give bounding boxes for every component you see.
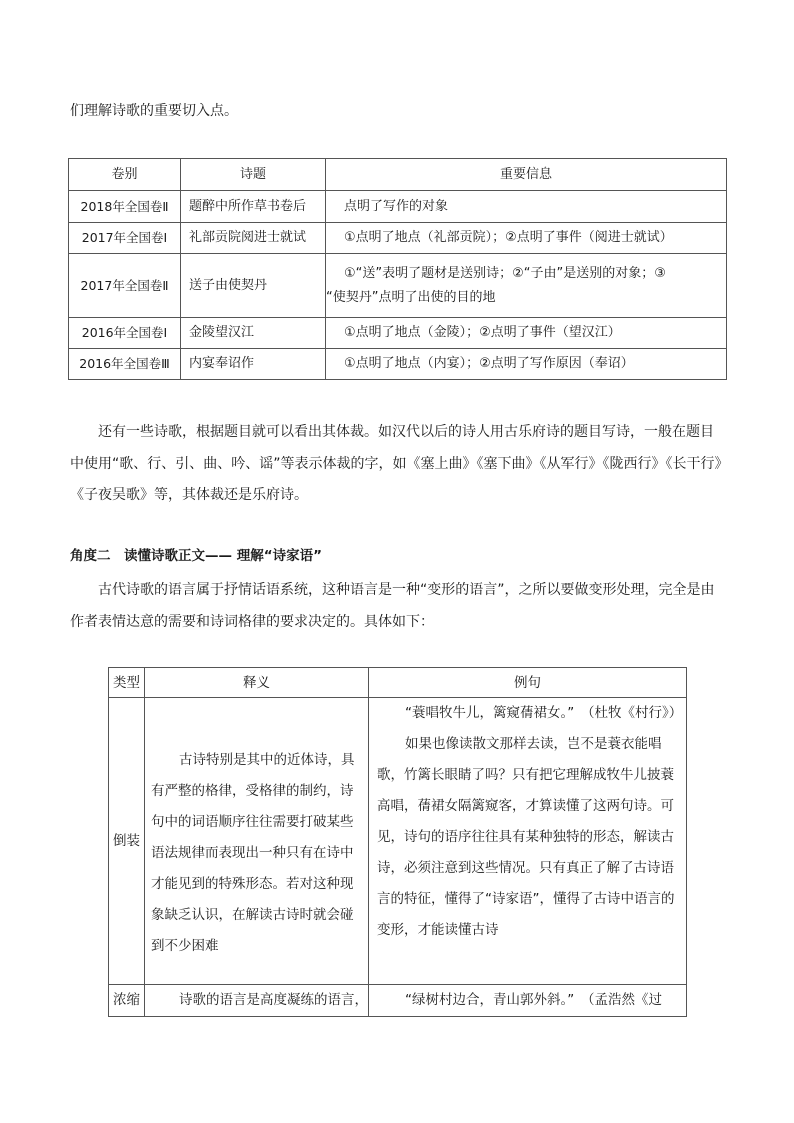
- example-quote: “绿树村边合，青山郭外斜。” （孟浩然《过: [405, 992, 662, 1008]
- cell-title: 送子由使契丹: [181, 254, 326, 318]
- cell-title: 内宴奉诏作: [181, 349, 326, 380]
- cell-title: 金陵望汉江: [181, 318, 326, 349]
- cell-info: [326, 191, 727, 223]
- header-paper: 卷别: [69, 159, 181, 191]
- cell-example: [369, 985, 687, 1017]
- table-row: [69, 223, 727, 254]
- header-title: 诗题: [181, 159, 326, 191]
- cell-definition: [145, 698, 369, 985]
- cell-type: 浓缩: [109, 985, 145, 1017]
- header-definition: 释义: [145, 668, 369, 698]
- example-analysis: 如果也像读散文那样去读，岂不是蓑衣能唱歌，竹篱长眼睛了吗？只有把它理解成牧牛儿披蓑高唱，蒨裙女隔篱窥客，才算读懂了这两句诗。可见，诗句的语序往往具有某种独特的形态，解读古诗，必须注意到这些情况。只有真正了解了古诗语言的特征，懂得了“诗家语”，懂得了古诗中语言的变形，才能读懂古诗: [377, 736, 675, 938]
- cell-title: 题醉中所作草书卷后: [181, 191, 326, 223]
- info-line: ①点明了地点（礼部贡院）；②点明了事件（阅进士就试）: [344, 230, 673, 245]
- definition-text: 诗歌的语言是高度凝练的语言，: [179, 992, 368, 1008]
- table-row: [109, 985, 687, 1017]
- cell-info: [326, 349, 727, 380]
- header-type: 类型: [109, 668, 145, 698]
- table-row: [109, 698, 687, 985]
- language-types-table: [108, 667, 687, 1017]
- cell-info: [326, 254, 727, 318]
- definition-text: 古诗特别是其中的近体诗，具有严整的格律，受格律的制约，诗句中的词语顺序往往需要打破某些语法规律而表现出一种只有在诗中才能见到的特殊形态。若对这种现象缺乏认识，在解读古诗时就会碰到不少困难: [151, 752, 355, 954]
- cell-type: 倒装: [109, 698, 145, 985]
- example-quote: “蓑唱牧牛儿，篱窥蒨裙女。” （杜牧《村行》）: [405, 705, 683, 721]
- table-row: [69, 191, 727, 223]
- paragraph-language: 古代诗歌的语言属于抒情话语系统，这种语言是一种“变形的语言”，之所以要做变形处理，完全是由作者表情达意的需要和诗词格律的要求决定的。具体如下：: [70, 582, 715, 630]
- info-line: 点明了写作的对象: [344, 198, 449, 214]
- cell-paper: 2016年全国卷Ⅰ: [69, 318, 181, 349]
- info-line: ①“送”表明了题材是送别诗；②“子由”是送别的对象；③: [344, 265, 666, 281]
- cell-example: [369, 698, 687, 985]
- cell-paper: 2018年全国卷Ⅱ: [69, 191, 181, 223]
- cell-paper: 2017年全国卷Ⅰ: [69, 223, 181, 254]
- header-example: 例句: [369, 668, 687, 698]
- cell-paper: 2017年全国卷Ⅱ: [69, 254, 181, 318]
- cell-info: [326, 223, 727, 254]
- table-header-row: [109, 668, 687, 698]
- table-header-row: [69, 159, 727, 191]
- cell-info: [326, 318, 727, 349]
- info-line: “使契丹”点明了出使的目的地: [326, 289, 496, 305]
- table-row: [69, 318, 727, 349]
- table-row: [69, 254, 727, 318]
- cell-definition: [145, 985, 369, 1017]
- paragraph-genre: 还有一些诗歌，根据题目就可以看出其体裁。如汉代以后的诗人用古乐府诗的题目写诗，一般在题目中使用“歌、行、引、曲、吟、谣”等表示体裁的字，如《塞上曲》《塞下曲》《从军行》《陇西行》《长干行》《子夜吴歌》等，其体裁还是乐府诗。: [70, 424, 722, 503]
- intro-text: 们理解诗歌的重要切入点。: [70, 103, 238, 119]
- table-row: [69, 349, 727, 380]
- cell-title: 礼部贡院阅进士就试: [181, 223, 326, 254]
- section-heading: 角度二 读懂诗歌正文—— 理解“诗家语”: [70, 548, 322, 564]
- cell-paper: 2016年全国卷Ⅲ: [69, 349, 181, 380]
- header-info: 重要信息: [326, 159, 727, 191]
- poem-title-table: [68, 158, 727, 380]
- info-line: ①点明了地点（内宴）；②点明了写作原因（奉诏）: [344, 356, 634, 371]
- info-line: ①点明了地点（金陵）；②点明了事件（望汉江）: [344, 325, 621, 340]
